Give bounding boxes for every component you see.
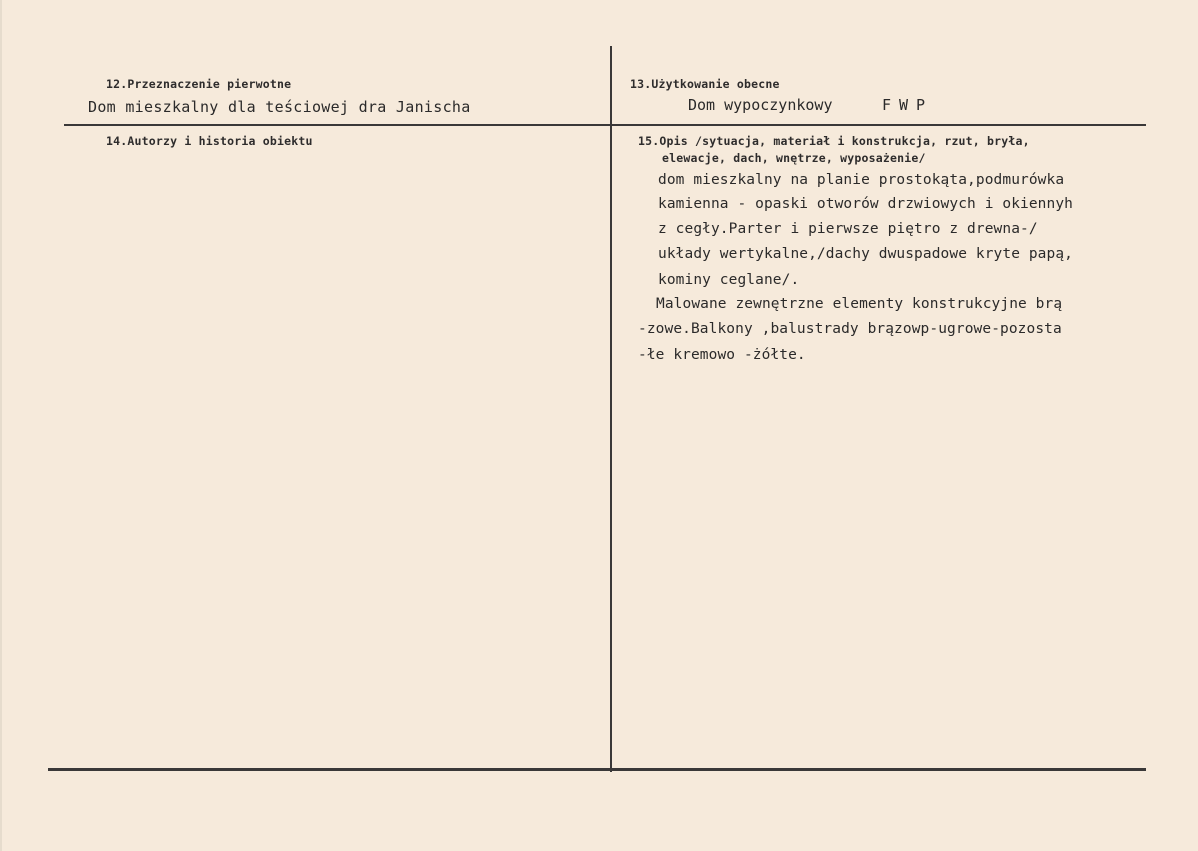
description-line: -łe kremowo -żółte. [638,347,806,363]
field-13-label: 13.Użytkowanie obecne [630,77,780,91]
description-line: kominy ceglane/. [658,272,800,288]
row-divider-top [64,124,1146,126]
description-line: kamienna - opaski otworów drzwiowych i okiennyh [658,196,1073,212]
row-divider-bottom [48,768,1146,771]
description-line: -zowe.Balkony ,balustrady brązowp-ugrowe-pozosta [638,321,1062,337]
field-14-label: 14.Autorzy i historia obiektu [106,134,313,148]
description-line: układy wertykalne,/dachy dwuspadowe kryte papą, [658,246,1073,262]
field-15-label-line2: elewacje, dach, wnętrze, wyposażenie/ [662,151,926,165]
field-13-value: Dom wypoczynkowy [688,96,833,114]
description-line: Malowane zewnętrzne elementy konstrukcyjne brą [656,296,1063,312]
field-12-label: 12.Przeznaczenie pierwotne [106,77,292,91]
field-15-label-line1: 15.Opis /sytuacja, materiał i konstrukcja, rzut, bryła, [638,134,1030,148]
description-line: dom mieszkalny na planie prostokąta,podmurówka [658,172,1065,188]
column-divider [610,46,612,772]
field-13-code: FWP [882,96,934,114]
description-line: z cegły.Parter i pierwsze piętro z drewna-/ [658,221,1038,237]
field-12-value: Dom mieszkalny dla teściowej dra Janischa [88,98,471,116]
